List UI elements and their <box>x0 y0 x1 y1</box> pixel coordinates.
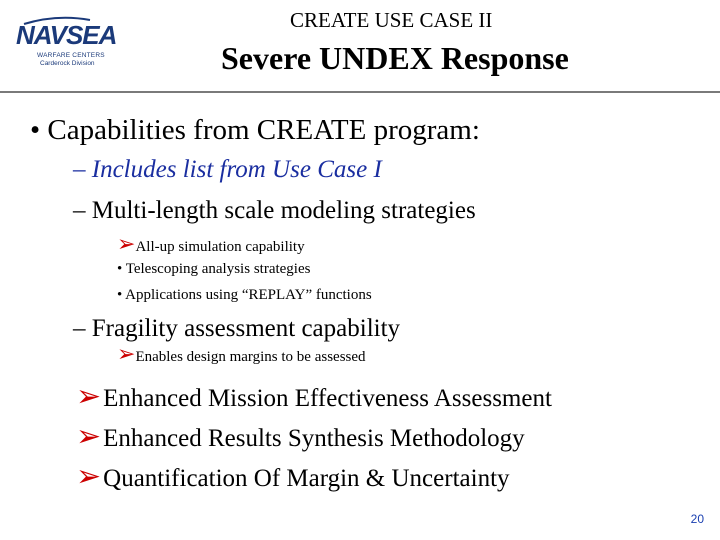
arrow-item-label: Enhanced Results Synthesis Methodology <box>103 425 525 452</box>
subbullet-multi-length: – Multi-length scale modeling strategies <box>73 197 476 224</box>
subbullet-use-case-list: – Includes list from Use Case I <box>73 156 382 183</box>
arrow-bullet-icon: ➢ <box>117 232 136 257</box>
arrow-bullet-icon: ➢ <box>76 379 102 414</box>
arrow-bullet-icon: ➢ <box>76 419 102 454</box>
header-divider <box>0 91 720 93</box>
item-telescoping: • Telescoping analysis strategies <box>117 261 311 277</box>
arrow-item-mission <box>76 379 552 414</box>
item-label: Enables design margins to be assessed <box>135 349 366 365</box>
item-all-up-simulation <box>117 232 305 257</box>
arrow-bullet-icon: ➢ <box>117 342 136 367</box>
page-number: 20 <box>690 512 704 526</box>
arrow-item-label: Quantification Of Margin & Uncertainty <box>103 465 510 492</box>
logo-wordmark: NAVSEA <box>16 20 117 50</box>
logo-division: Carderock Division <box>40 60 95 67</box>
subbullet-fragility: – Fragility assessment capability <box>73 315 401 342</box>
logo-subtitle: WARFARE CENTERS <box>37 52 105 59</box>
arrow-item-label: Enhanced Mission Effectiveness Assessment <box>103 385 552 412</box>
item-replay: • Applications using “REPLAY” functions <box>117 287 372 303</box>
slide-supertitle: CREATE USE CASE II <box>290 8 493 32</box>
bullet-capabilities: • Capabilities from CREATE program: <box>30 114 480 146</box>
item-label: All-up simulation capability <box>135 239 305 255</box>
slide-title: Severe UNDEX Response <box>221 40 569 76</box>
arrow-item-synthesis <box>76 419 525 454</box>
arrow-bullet-icon: ➢ <box>76 459 102 494</box>
item-design-margins <box>117 342 366 367</box>
arrow-item-margin <box>76 459 510 494</box>
